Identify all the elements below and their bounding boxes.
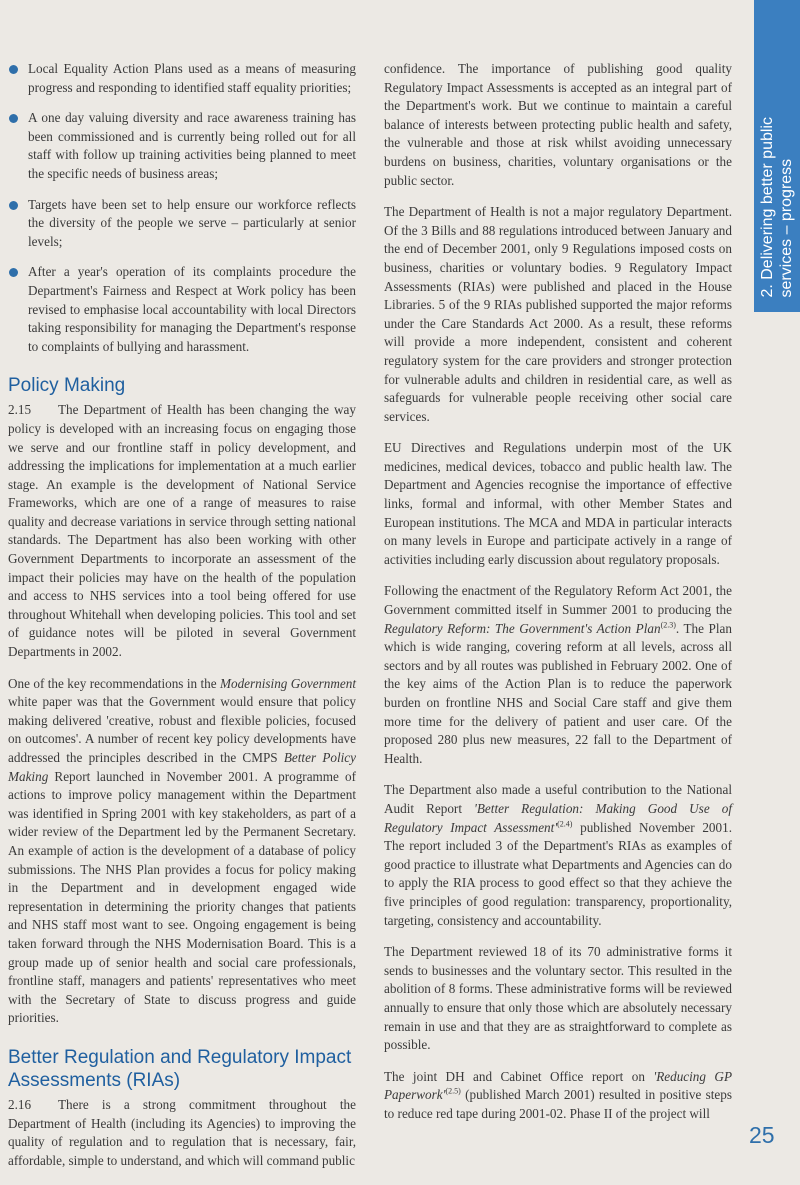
bullet-dot-icon — [9, 114, 18, 123]
bullet-dot-icon — [9, 201, 18, 210]
left-column — [8, 60, 356, 1183]
chapter-side-tab — [754, 0, 800, 312]
bullet-dot-icon — [9, 65, 18, 74]
chapter-title: 2. Delivering better public services – progress — [759, 117, 795, 298]
better-regulation-heading: Better Regulation and Regulatory Impact Assessments (RIAs) — [8, 1046, 352, 1091]
paragraph-2-16: 2.16 There is a strong commitment throughout the Department of Health (including its Agencies) to improving the quality of regulation and to regulation that is necessary, fair, affordable, simple to understand, and which will command public — [8, 1096, 356, 1168]
paragraph-confidence: confidence. The importance of publishing good quality Regulatory Impact Assessments is accepted as an integral part of the Department's work. But we continue to maintain a careful balance of interests between protecting public health and safety, the vulnerable and those at risk whilst avoiding unnecessary burdens on business, charities, voluntary organisations or the public sector. — [384, 61, 732, 188]
bullet-dot-icon — [9, 268, 18, 277]
paragraph-modernising-government: One of the key recommendations in the Modernising Government white paper was that the Government would ensure that policy making delivered 'creative, robust and flexible policies, focused on outcomes'. A number of recent key policy developments have addressed the principles described in the CMPS Better Policy Making Report launched in November 2001. A programme of actions to improve policy management within the Department was identified in Spring 2001 with key stakeholders, as part of a wider review of the Department led by the Permanent Secretary. An example of action is the development of a database of policy submissions. The NHS Plan provides a focus for policy making in the Department and in development engaged wide representation in determining the priority changes that patients and NHS staff most want to see. Ongoing engagement is being taken forward through the NHS Modernisation Board. This is a group made up of senior health and social care professionals, frontline staff, managers and patients' representatives who meet with the Secretary of State to discuss progress and guide priorities. — [8, 675, 357, 1026]
paragraph-number: 2.15 — [8, 402, 32, 418]
equality-bullet-list — [8, 60, 356, 356]
paragraph-administrative-forms: The Department reviewed 18 of its 70 administrative forms it sends to businesses and the voluntary sector. This resulted in the abolition of 8 forms. These administrative forms will be reviewed annually to ensure that only those which are absolutely necessary remain in use and that they are as straightforward to complete as possible. — [384, 944, 732, 1053]
bullet-item: A one day valuing diversity and race awareness training has been commissioned and is currently being rolled out for all staff with follow up training activities being planned to meet the specific needs of business areas; — [8, 109, 356, 183]
paragraph-eu-directives: EU Directives and Regulations underpin most of the UK medicines, medical devices, tobacco and public health law. The Department and Agencies recognise the importance of effective links, formal and informal, with other Member States and European institutions. The MCA and MDA in particular interacts on many levels in Europe and participate actively in a range of activities including early discussion about regulatory proposals. — [384, 440, 732, 567]
paragraph-2-15: 2.15 The Department of Health has been changing the way policy is developed with an increasing focus on engaging those we serve and our frontline staff in policy development, and addressing the implications for implementation at a much earlier stage. An example is the development of National Service Frameworks, which are one of a range of measures to raise quality and decrease variations in service through setting national standards. The Department has also been working with other Government Departments to incorporate an assessment of the impact their policies may have on the health of the population and access to NHS services into a tool being offered for use throughout Whitehall when developing policies. This tool and set of guidance notes will be piloted in several Government Departments in 2002. — [8, 402, 356, 660]
bullet-item: Targets have been set to help ensure our workforce reflects the diversity of the people we serve – particularly at senior levels; — [8, 196, 356, 252]
paragraph-regulatory-reform-act: Following the enactment of the Regulatory Reform Act 2001, the Government committed itself in Summer 2001 to producing the Regulatory Reform: The Government's Action Plan$^{(2.3)}$. The Plan which is wide ranging, covering reform at all levels, across all sectors and by all routes was published in February 2002. One of the key aims of the Action Plan is to reduce the paperwork burden on frontline NHS and Social Care staff and give them more time for the delivery of patient and user care. Of the proposed 280 plus new measures, 22 fall to the Department of Health. — [384, 583, 732, 766]
bullet-item: Local Equality Action Plans used as a means of measuring progress and responding to identified staff equality priorities; — [8, 60, 356, 97]
paragraph-number: 2.16 — [8, 1096, 32, 1112]
right-column — [384, 60, 732, 1136]
paragraph-reducing-gp-paperwork: The joint DH and Cabinet Office report on 'Reducing GP $Paperwork'^{(2.5)}$ (published March 2001) resulted in positive steps to reduce red tape during 2001-02. Phase II of the project will — [384, 1068, 733, 1121]
bullet-item: After a year's operation of its complaints procedure the Department's Fairness and Respect at Work policy has been revised to emphasise local accountability with local Directors taking responsibility for managing the Department's response to complaints of bullying and harassment. — [8, 263, 356, 356]
paragraph-regulatory-department: The Department of Health is not a major regulatory Department. Of the 3 Bills and 88 regulations introduced between January and the end of December 2001, only 9 Regulations imposed costs on business, charities or voluntary bodies. 9 Regulatory Impact Assessments (RIAs) were published and placed in the House Libraries. 5 of the 9 RIAs published supported the major reforms under the Care Standards Act 2000. As a result, these reforms will provide a more independent, consistent and coherent regulatory system for the care providers and stronger protection for vulnerable adults and children in residential care, as well as safeguards for vulnerable people receiving other social care services. — [384, 204, 732, 424]
page-number: 25 — [749, 1122, 775, 1148]
policy-making-heading: Policy Making — [8, 375, 126, 397]
paragraph-national-audit-report: The Department also made a useful contribution to the National Audit Report 'Better Regulation: Making Good Use of Regulatory Impact $Assessment'^{(2.4)}$ published November 2001. The report included 3 of the Department's RIAs as examples of good practice to illustrate what Departments and Agencies can do to apply the RIA process to good effect so that they achieve the five principles of good regulation: transparency, proportionality, targeting, consistency and accountability. — [384, 782, 732, 928]
